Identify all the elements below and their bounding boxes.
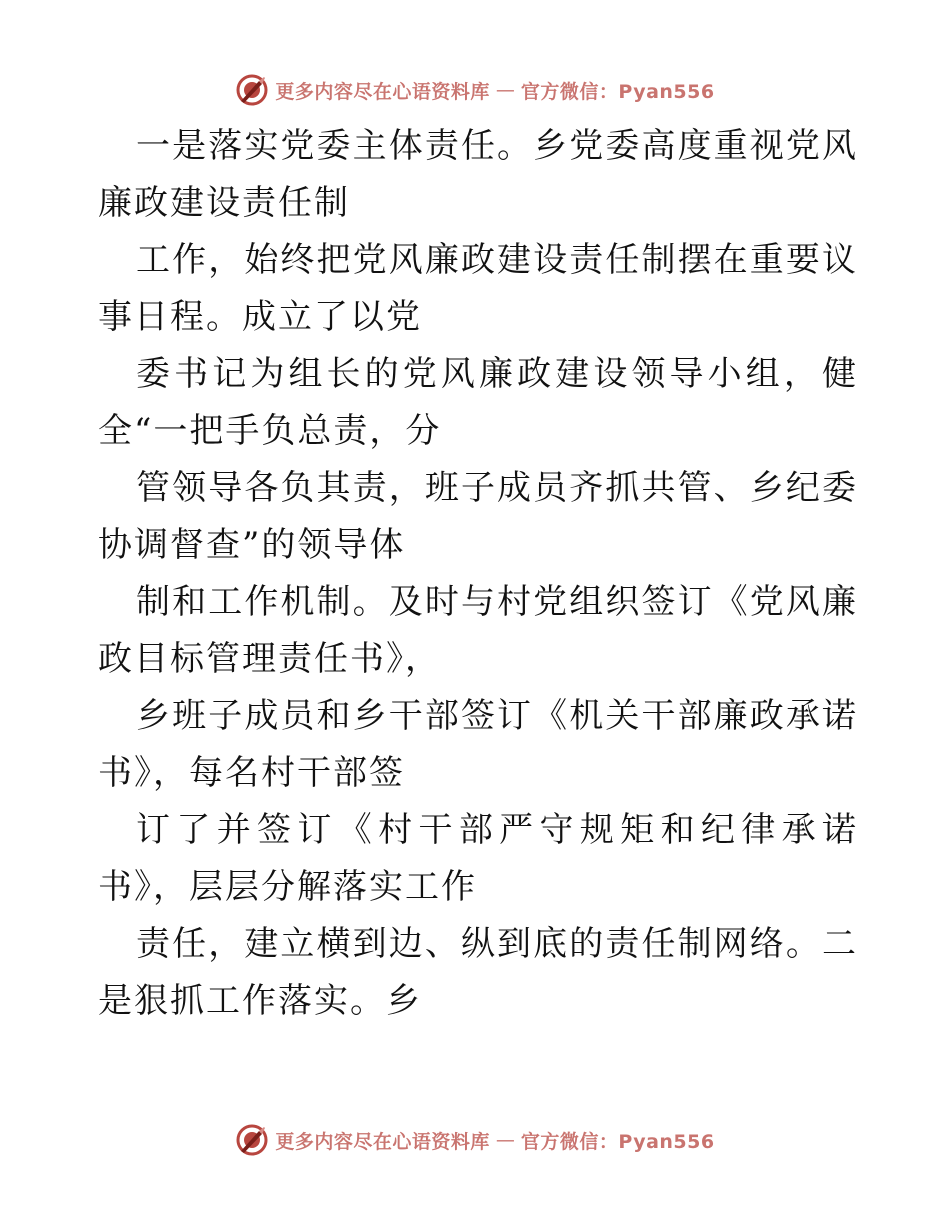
header-wechat-text: 官方微信：Pyan556 <box>520 80 715 103</box>
header-site-text: 更多内容尽在心语资料库 <box>275 80 490 103</box>
paragraph: 责任，建立横到边、纵到底的责任制网络。二是狠抓工作落实。乡 <box>98 924 858 1021</box>
header-banner <box>0 70 950 110</box>
paragraph: 管领导各负其责，班子成员齐抓共管、乡纪委协调督查”的领导体 <box>98 468 858 565</box>
header-separator: — <box>495 79 515 101</box>
document-body <box>98 118 858 1030</box>
paragraph: 制和工作机制。及时与村党组织签订《党风廉政目标管理责任书》， <box>98 582 858 679</box>
footer-separator: — <box>495 1129 515 1151</box>
paragraph: 订了并签订《村干部严守规矩和纪律承诺书》，层层分解落实工作 <box>98 810 858 907</box>
paragraph: 一是落实党委主体责任。乡党委高度重视党风廉政建设责任制 <box>98 126 858 223</box>
quill-pen-logo-icon <box>235 1123 269 1157</box>
footer-site-text: 更多内容尽在心语资料库 <box>275 1130 490 1153</box>
quill-pen-logo-icon <box>235 73 269 107</box>
paragraph: 工作，始终把党风廉政建设责任制摆在重要议事日程。成立了以党 <box>98 240 858 337</box>
footer-banner <box>0 1120 950 1160</box>
paragraph: 乡班子成员和乡干部签订《机关干部廉政承诺书》，每名村干部签 <box>98 696 858 793</box>
paragraph: 委书记为组长的党风廉政建设领导小组，健全“一把手负总责，分 <box>98 354 858 451</box>
footer-wechat-text: 官方微信：Pyan556 <box>520 1130 715 1153</box>
